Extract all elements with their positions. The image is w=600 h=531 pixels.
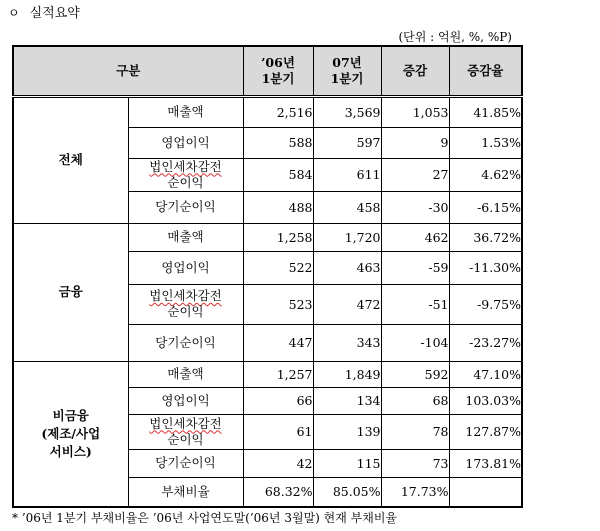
header-curr-year: 07년	[332, 54, 362, 70]
group-label-line: 금융	[58, 284, 83, 299]
row-label-text: 순이익	[167, 304, 204, 319]
section-title: 실적요약	[29, 6, 80, 21]
cell-change: 27	[381, 158, 449, 191]
cell-prev: 1,258	[243, 223, 313, 251]
header-curr-quarter: 1분기	[330, 70, 364, 86]
cell-change: 592	[381, 361, 449, 387]
cell-prev: 588	[243, 127, 313, 158]
cell-rate: -23.27%	[449, 324, 522, 361]
row-label-text: 영업이익	[161, 392, 210, 408]
cell-rate-empty	[449, 477, 522, 507]
group-label-total	[13, 96, 128, 223]
row-label	[128, 191, 243, 223]
cell-change: 78	[381, 414, 449, 449]
group-label-line: 비금융	[52, 407, 89, 423]
cell-prev: 488	[243, 191, 313, 223]
section-heading	[8, 4, 80, 23]
cell-change: -59	[381, 251, 449, 284]
header-change: 증감	[381, 46, 449, 96]
header-curr-period	[313, 46, 381, 96]
cell-rate: 36.72%	[449, 223, 522, 251]
row-label-text: 법인세차감전	[149, 288, 222, 303]
row-label	[128, 414, 243, 449]
row-label	[128, 324, 243, 361]
row-label	[128, 449, 243, 477]
row-label-text: 순이익	[167, 174, 204, 190]
cell-prev: 584	[243, 158, 313, 191]
row-label	[128, 96, 243, 127]
cell-curr: 139	[313, 414, 381, 449]
bullet-icon: ㅇ	[8, 6, 20, 20]
row-label	[128, 127, 243, 158]
cell-change: -30	[381, 191, 449, 223]
cell-prev: 2,516	[243, 96, 313, 127]
cell-change: 9	[381, 127, 449, 158]
cell-prev: 42	[243, 449, 313, 477]
cell-curr: 463	[313, 251, 381, 284]
cell-rate: 47.10%	[449, 361, 522, 387]
performance-summary-table	[12, 45, 523, 508]
row-label	[128, 361, 243, 387]
group-label-non-finance	[13, 361, 128, 507]
row-label-text: 당기순이익	[155, 199, 216, 214]
row-label-text: 매출액	[167, 229, 204, 244]
cell-prev: 68.32%	[243, 477, 313, 507]
cell-curr: 3,569	[313, 96, 381, 127]
row-label	[128, 223, 243, 251]
cell-rate: 173.81%	[449, 449, 522, 477]
cell-rate: 4.62%	[449, 158, 522, 191]
cell-change: 17.73%	[381, 477, 449, 507]
row-label	[128, 284, 243, 324]
table-row	[13, 361, 522, 387]
cell-prev: 1,257	[243, 361, 313, 387]
row-label-text: 부채비율	[161, 483, 210, 499]
cell-curr: 85.05%	[313, 477, 381, 507]
row-label	[128, 158, 243, 191]
row-label-text: 법인세차감전	[149, 415, 222, 431]
cell-change: 1,053	[381, 96, 449, 127]
cell-prev: 522	[243, 251, 313, 284]
cell-prev: 523	[243, 284, 313, 324]
cell-curr: 611	[313, 158, 381, 191]
cell-curr: 134	[313, 387, 381, 414]
row-label-text: 당기순이익	[155, 334, 216, 350]
group-label-finance	[13, 223, 128, 361]
cell-curr: 115	[313, 449, 381, 477]
cell-prev: 61	[243, 414, 313, 449]
header-prev-period	[243, 46, 313, 96]
cell-prev: 447	[243, 324, 313, 361]
group-label-line: 서비스)	[49, 443, 92, 459]
cell-change: -51	[381, 284, 449, 324]
footnote: * ’06년 1분기 부채비율은 ’06년 사업연도말(’06년 3월말) 현재 부채비율	[12, 511, 398, 525]
cell-curr: 597	[313, 127, 381, 158]
cell-prev: 66	[243, 387, 313, 414]
cell-curr: 1,849	[313, 361, 381, 387]
cell-change: 68	[381, 387, 449, 414]
group-label-line: (제조/사업	[41, 425, 101, 441]
cell-rate: -11.30%	[449, 251, 522, 284]
table-row	[13, 96, 522, 127]
cell-rate: 41.85%	[449, 96, 522, 127]
cell-rate: -6.15%	[449, 191, 522, 223]
group-label-line: 전체	[58, 152, 83, 167]
cell-rate: -9.75%	[449, 284, 522, 324]
cell-rate: 127.87%	[449, 414, 522, 449]
row-label	[128, 251, 243, 284]
header-row	[13, 46, 522, 96]
cell-curr: 343	[313, 324, 381, 361]
cell-change: -104	[381, 324, 449, 361]
header-category: 구분	[13, 46, 243, 96]
row-label-text: 영업이익	[161, 259, 210, 275]
row-label-text: 법인세차감전	[149, 158, 222, 174]
cell-change: 462	[381, 223, 449, 251]
cell-curr: 458	[313, 191, 381, 223]
row-label	[128, 387, 243, 414]
header-prev-year: ’06년	[261, 54, 295, 70]
cell-curr: 1,720	[313, 223, 381, 251]
header-prev-quarter: 1분기	[261, 70, 295, 86]
cell-rate: 1.53%	[449, 127, 522, 158]
row-label-text: 영업이익	[161, 134, 210, 150]
cell-change: 73	[381, 449, 449, 477]
row-label-text: 매출액	[167, 366, 204, 381]
cell-rate: 103.03%	[449, 387, 522, 414]
table-row	[13, 223, 522, 251]
cell-curr: 472	[313, 284, 381, 324]
row-label-text: 매출액	[167, 104, 204, 119]
row-label-text: 당기순이익	[155, 455, 216, 470]
unit-note: (단위 : 억원, %, %P)	[398, 30, 512, 44]
row-label-text: 순이익	[167, 431, 204, 447]
header-change-rate: 증감율	[449, 46, 522, 96]
row-label	[128, 477, 243, 507]
